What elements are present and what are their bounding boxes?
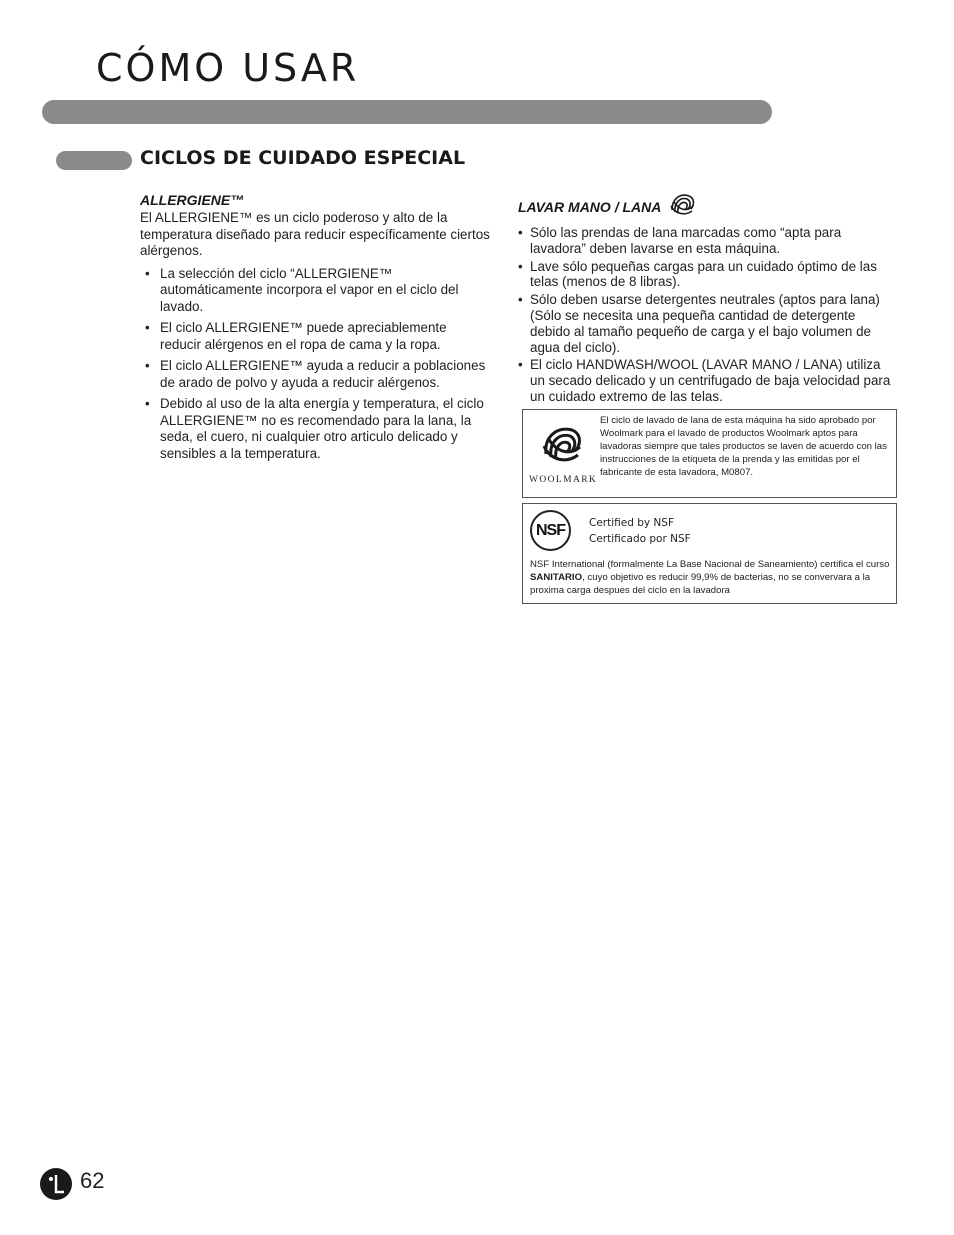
nsf-box: [522, 503, 897, 604]
woolmark-logo-icon: [538, 420, 586, 468]
woolmark-text: El ciclo de lavado de lana de esta máquina ha sido aprobado por Woolmark para el lavado de productos Woolmark aptos para lavadoras siempre que tales productos se laven de acuerdo con las instrucciones de la etiqueta de la prenda y las emitidas por el fabricante de esta lavadora, M0807.: [600, 415, 887, 478]
lg-logo-icon: [40, 1168, 72, 1200]
list-item: • Sólo las prendas de lana marcadas como “apta para lavadora” deben lavarse en esta máquina.: [530, 225, 896, 257]
allergiene-intro: El ALLERGIENE™ es un ciclo poderoso y alto de la temperatura diseñado para reducir específicamente ciertos alérgenos.: [140, 210, 490, 258]
handwash-heading: LAVAR MANO / LANA: [518, 198, 662, 215]
nsf-cert-es: Certificado por NSF: [589, 532, 691, 545]
handwash-heading-row: [518, 190, 896, 223]
section-pill: [56, 151, 132, 170]
nsf-text-start: NSF International (formalmente La Base Nacional de Saneamiento) certifica el curso: [530, 559, 890, 570]
list-item: • Debido al uso de la alta energía y temperatura, el ciclo ALLERGIENE™ no es recomendado para la lana, la seda, el cuero, ni cualquier otro articulo delicado y sensibles a la temperatura.: [160, 396, 490, 462]
handwash-list: [518, 225, 896, 405]
handwash-column: [518, 190, 896, 407]
nsf-text-end: , cuyo objetivo es reducir 99,9% de bacterias, no se convervara a la proxima carga despues del ciclo en la lavadora: [530, 571, 871, 596]
section-title: CICLOS DE CUIDADO ESPECIAL: [140, 147, 466, 169]
nsf-certification: [589, 516, 691, 547]
list-item: • Sólo deben usarse detergentes neutrales (aptos para lana) (Sólo se necesita una pequeña cantidad de detergente debido al tamaño pequeño de carga y el bajo volumen de agua del ciclo).: [530, 292, 896, 355]
title-bar: [42, 100, 772, 124]
nsf-cert-en: Certified by NSF: [589, 517, 674, 529]
nsf-logo: NSF: [530, 510, 571, 551]
nsf-text-bold: SANITARIO: [530, 571, 583, 583]
page-title: CÓMO USAR: [96, 46, 360, 90]
allergiene-heading: ALLERGIENE™: [140, 192, 245, 208]
nsf-text: [530, 559, 894, 597]
list-item: • El ciclo ALLERGIENE™ puede apreciablemente reducir alérgenos en el ropa de cama y la ropa.: [160, 320, 490, 353]
list-item: • El ciclo HANDWASH/WOOL (LAVAR MANO / LANA) utiliza un secado delicado y un centrifugado de baja velocidad para un cuidado extremo de las telas.: [530, 357, 896, 404]
woolmark-logo: [529, 420, 598, 490]
woolmark-box: [522, 409, 897, 498]
list-item: • Lave sólo pequeñas cargas para un cuidado óptimo de las telas (menos de 8 libras).: [530, 259, 896, 291]
page-number: 62: [80, 1168, 105, 1193]
woolmark-word: WOOLMARK: [529, 475, 598, 485]
list-item: • La selección del ciclo “ALLERGIENE™ automáticamente incorpora el vapor en el ciclo del lavado.: [160, 266, 490, 316]
allergiene-column: [140, 192, 490, 467]
woolmark-icon: [667, 190, 697, 223]
allergiene-list: [140, 266, 490, 463]
list-item: • El ciclo ALLERGIENE™ ayuda a reducir a poblaciones de arado de polvo y ayuda a reducir alérgenos.: [160, 358, 490, 391]
